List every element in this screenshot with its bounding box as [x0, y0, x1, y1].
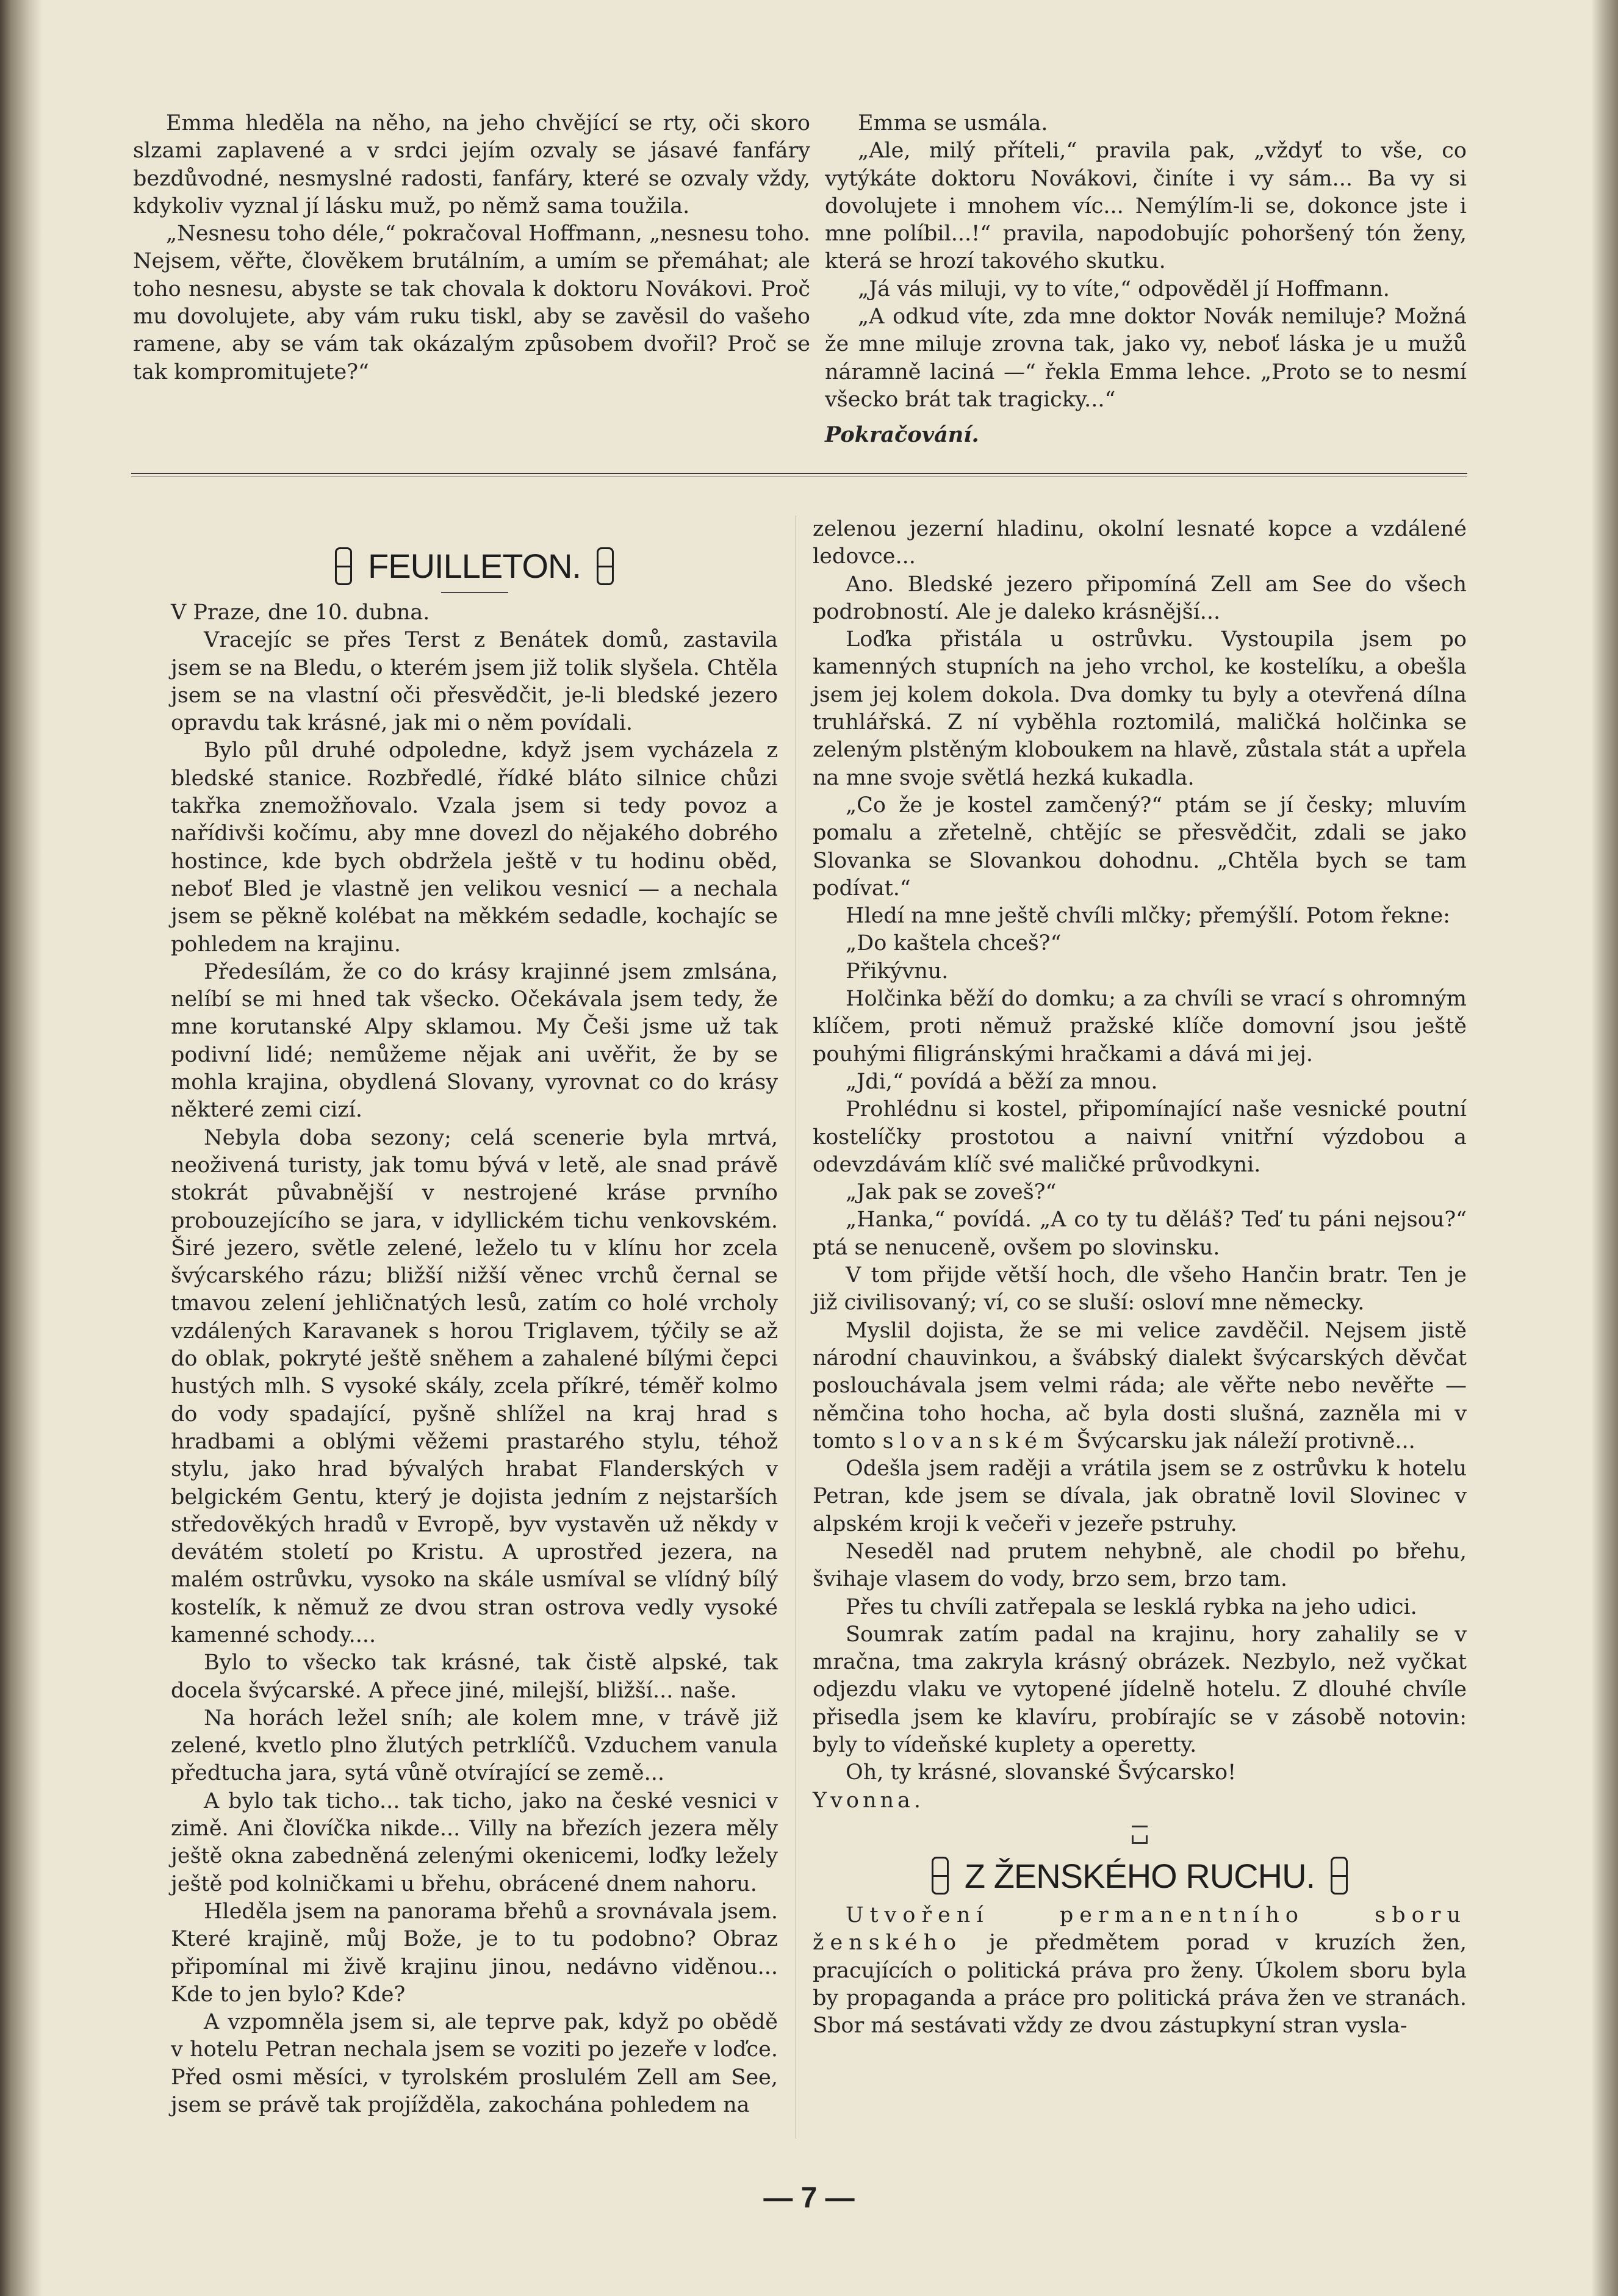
continued-article-right-column [825, 110, 1467, 449]
paragraph: Ano. Bledské jezero připomíná Zell am See do všech podrobností. Ale je daleko krásnější... [813, 572, 1467, 624]
zensky-ruch-heading [813, 1856, 1467, 1896]
paragraph: „Ale, milý příteli,“ pravila pak, „vždyť to vše, co vytýkáte doktoru Novákovi, činíte i vy sám... Ba vy si dovolujete i mnohem víc... Nemýlím-li se, dokonce jste i mne políbil...!“ pravila, napodobujíc pohoršený tón ženy, která se hrozí takového skutku. [825, 139, 1467, 274]
paragraph: Emma hleděla na něho, na jeho chvějící se rty, oči skoro slzami zaplavené a v srdci jejím ozvaly se jásavé fanfáry bezdůvodné, nesmyslné radosti, fanfáry, které se ozvaly vždy, kdykoliv vyznal jí lásku muž, po němž sama toužila. [133, 111, 810, 218]
paragraph: Oh, ty krásné, slovanské Švýcarsko! [846, 1760, 1237, 1785]
paragraph [813, 1902, 1467, 2040]
paragraph: Hleděla jsem na panorama břehů a srovnávala jsem. Které krajině, můj Bože, je to tu podobno? Obraz připomínal mi živě krajinu jinou, nedávno viděnou... Kde to jen bylo? Kde? [171, 1899, 778, 2007]
feuilleton-title: FEUILLETON. [368, 547, 581, 585]
feuilleton-left-column [171, 546, 778, 2119]
emphasized-lead: Utvoření permanentního sboru ženského [813, 1902, 1467, 1956]
paragraph: „Hanka,“ povídá. „A co ty tu děláš? Teď tu páni nejsou?“ ptá se nenuceně, ovšem po slovinsku. [813, 1207, 1467, 1260]
section-break-icon [1132, 1826, 1148, 1844]
paragraph: zelenou jezerní hladinu, okolní lesnaté kopce a vzdálené ledovce... [813, 517, 1467, 569]
paragraph-text: Myslil dojista, že se mi velice zavděčil. Nejsem jistě národní chauvinkou, a švábský dialekt švýcarských děvčat poslouchávala jsem velmi ráda; ale věřte nebo nevěřte — němčina toho hocha, ač byla dosti slušná, zazněla mi v tomto [813, 1318, 1467, 1453]
ornament-icon [932, 1857, 949, 1895]
page-number: — 7 — [763, 2182, 855, 2214]
paragraph: Holčinka běží do domku; a za chvíli se vrací s ohromným klíčem, proti němuž pražské klíče domovní jsou ještě pouhými filigránskými hračkami a dává mi jej. [813, 987, 1467, 1067]
ornament-icon [335, 547, 352, 585]
paragraph: Odešla jsem raději a vrátila jsem se z ostrůvku k hotelu Petran, kde jsem se dívala, jak obratně lovil Slovinec v alpském kroji k večeři v jezeře pstruhy. [813, 1456, 1467, 1536]
paragraph: Přes tu chvíli zatřepala se lesklá rybka na jeho udici. [846, 1594, 1417, 1619]
heading-rule [441, 592, 508, 593]
paragraph: „Do kaštela chceš?“ [846, 931, 1062, 956]
paragraph: Nebyla doba sezony; celá scenerie byla mrtvá, neoživená turisty, jak tomu bývá v letě, ale snad právě stokrát půvabnější v nestrojené kráse prvního probouzejícího se jara, v idyllickém tichu venkovském. Širé jezero, světle zelené, leželo tu v klínu hor zcela švýcarského rázu; bližší nižší věnec vrchů černal se tmavou zelení jehličnatých lesů, zatím co holé vrcholy vzdálených Karavanek s horou Triglavem, týčily se až do oblak, pokryté ještě sněhem a zahalené bílými čepci hustých mlh. S vysoké skály, zcela příkré, téměř kolmo do vody spadající, pyšně shlížel na kraj hrad s hradbami a oblými věžemi prastarého stylu, téhož stylu, jako hrad bývalých hrabat Flanderských v belgickém Gentu, který je dojista jedním z nejstarších středověkých hradů v Evropě, byv vystavěn už někdy v devátém století po Kristu. A uprostřed jezera, na malém ostrůvku, vysoko na skále usmíval se vlídný bílý kostelík, k němuž ze dvou stran ostrova vedly vysoké kamenné schody.... [171, 1125, 778, 1647]
paragraph: Hledí na mne ještě chvíli mlčky; přemýšlí. Potom řekne: [846, 904, 1450, 929]
paragraph-text: Švýcarsku jak náleží protivně... [1076, 1428, 1415, 1453]
paragraph: „Jdi,“ povídá a běží za mnou. [846, 1069, 1158, 1094]
paragraph: Bylo půl druhé odpoledne, když jsem vycházela z bledské stanice. Rozbředlé, řídké bláto silnice chůzi takřka znemožňovalo. Vzala jsem si tedy povoz a nařídivši kočímu, aby mne dovezl do nějakého dobrého hostince, kde bych obdržela ještě v tu hodinu oběd, neboť Bled je vlastně jen velikou vesnicí — a nechala jsem se pěkně kolébat na měkkém sedadle, kochajíc se pohledem na krajinu. [171, 738, 778, 957]
dateline: V Praze, dne 10. dubna. [171, 600, 430, 625]
paragraph: Přikývnu. [846, 959, 949, 984]
paragraph [813, 1317, 1467, 1455]
section-divider [131, 473, 1467, 474]
paragraph: Loďka přistála u ostrůvku. Vystoupila jsem po kamenných stupních na jeho vrchol, ke kostelíku, a obešla jsem jej kolem dokola. Dva domky tu byly a otevřená dílna truhlářská. Z ní vyběhla roztomilá, maličká holčinka se zeleným plstěným kloboukem na hlavě, zůstala stát a upřela na mne svoje světlá hezká kukadla. [813, 627, 1467, 790]
paragraph: Neseděl nad prutem nehybně, ale chodil po břehu, švihaje vlasem do vody, brzo sem, brzo tam. [813, 1539, 1467, 1592]
author-signature: Yvonna. [813, 1788, 925, 1813]
continued-label: Pokračování. [825, 422, 979, 448]
paragraph: V tom přijde větší hoch, dle všeho Hančin bratr. Ten je již civilisovaný; ví, co se sluší: osloví mne německy. [813, 1263, 1467, 1315]
page-edge-shadow [1591, 0, 1618, 2296]
paragraph: Prohlédnu si kostel, připomínající naše vesnické poutní kostelíčky prostotou a naivní vnitřní výzdobou a odevzdávám klíč své maličké průvodkyni. [813, 1097, 1467, 1177]
ornament-icon [597, 547, 614, 585]
paragraph-text: je předmětem porad v kruzích žen, pracujících o politická práva pro ženy. Úkolem sboru byla by propaganda a práce pro politická práva žen ve stranách. Sbor má sestávati vždy ze dvou zástupkyní stran vysla- [813, 1931, 1467, 2039]
paragraph: Předesílám, že co do krásy krajinné jsem zmlsána, nelíbí se mi hned tak všecko. Očekávala jsem tedy, že mne korutanské Alpy sklamou. My Češi jsme už tak podivní lidé; nemůžeme nějak ani uvěřit, že by se mohla krajina, obydlená Slovany, vyrovnat co do krásy některé zemi cizí. [171, 959, 778, 1123]
emphasized-word: slovanském [882, 1428, 1070, 1453]
paragraph: A vzpomněla jsem si, ale teprve pak, když po obědě v hotelu Petran nechala jsem se voziti po jezeře v loďce. Před osmi měsíci, v tyrolském proslulém Zell am See, jsem se právě tak projížděla, zakochána pohledem na [171, 2010, 778, 2118]
feuilleton-right-column [813, 516, 1467, 2040]
paragraph: Emma se usmála. [858, 111, 1048, 135]
continued-article-left-column [133, 110, 810, 386]
paragraph: „Nesnesu toho déle,“ pokračoval Hoffmann, „nesnesu toho. Nejsem, věřte, člověkem brutálním, a umím se přemáhat; ale toho nesnesu, abyste se tak chovala k doktoru Novákovi. Proč mu dovolujete, aby vám ruku tiskl, aby se zavěsil do vašeho ramene, aby se vám tak okázalým způsobem dvořil? Proč se tak kompromitujete?“ [133, 221, 810, 384]
feuilleton-heading [171, 546, 778, 586]
paragraph: A bylo tak ticho... tak ticho, jako na české vesnici v zimě. Ani človíčka nikde... Villy na březích jezera měly ještě okna zabedněná zelenými okenicemi, loďky ležely ještě pod kolničkami u břehu, obrácené dnem nahoru. [171, 1788, 778, 1896]
paragraph: Vracejíc se přes Terst z Benátek domů, zastavila jsem se na Bledu, o kterém jsem již tolik slyšela. Chtěla jsem se na vlastní oči přesvědčit, je-li bledské jezero opravdu tak krásné, jak mi o něm povídali. [171, 628, 778, 736]
paragraph: „Co že je kostel zamčený?“ ptám se jí česky; mluvím pomalu a zřetelně, chtějíc se přesvědčit, zdali se jako Slovanka se Slovankou dohodnu. „Chtěla bych se tam podívat.“ [813, 793, 1467, 901]
paragraph: Bylo to všecko tak krásné, tak čistě alpské, tak docela švýcarské. A přece jiné, milejší, bližší... naše. [171, 1650, 778, 1703]
paragraph: „Já vás miluji, vy to víte,“ odpověděl jí Hoffmann. [858, 276, 1390, 301]
paragraph: Soumrak zatím padal na krajinu, hory zahalily se v mračna, tma zakryla krásný obrázek. Nezbylo, než vyčkat odjezdu vlaku ve vytopené jídelně hotelu. Z dlouhé chvíle přisedla jsem ke klavíru, probírajíc se v zásobě notovin: byly to vídeňské kuplety a operetty. [813, 1622, 1467, 1758]
paragraph: „A odkud víte, zda mne doktor Novák nemiluje? Možná že mne miluje zrovna tak, jako vy, neboť láska je u mužů náramně laciná —“ řekla Emma lehce. „Proto se to nesmí všecko brát tak tragicky...“ [825, 304, 1467, 412]
ornament-icon [1331, 1857, 1348, 1895]
binding-shadow [0, 0, 43, 2296]
paragraph: Na horách ležel sníh; ale kolem mne, v trávě již zelené, kvetlo plno žlutých petrklíčů. Vzduchem vanula předtucha jara, sytá vůně otvírající se země... [171, 1705, 778, 1786]
paragraph: „Jak pak se zoveš?“ [846, 1180, 1057, 1205]
zensky-ruch-title: Z ŽENSKÉHO RUCHU. [964, 1856, 1315, 1895]
